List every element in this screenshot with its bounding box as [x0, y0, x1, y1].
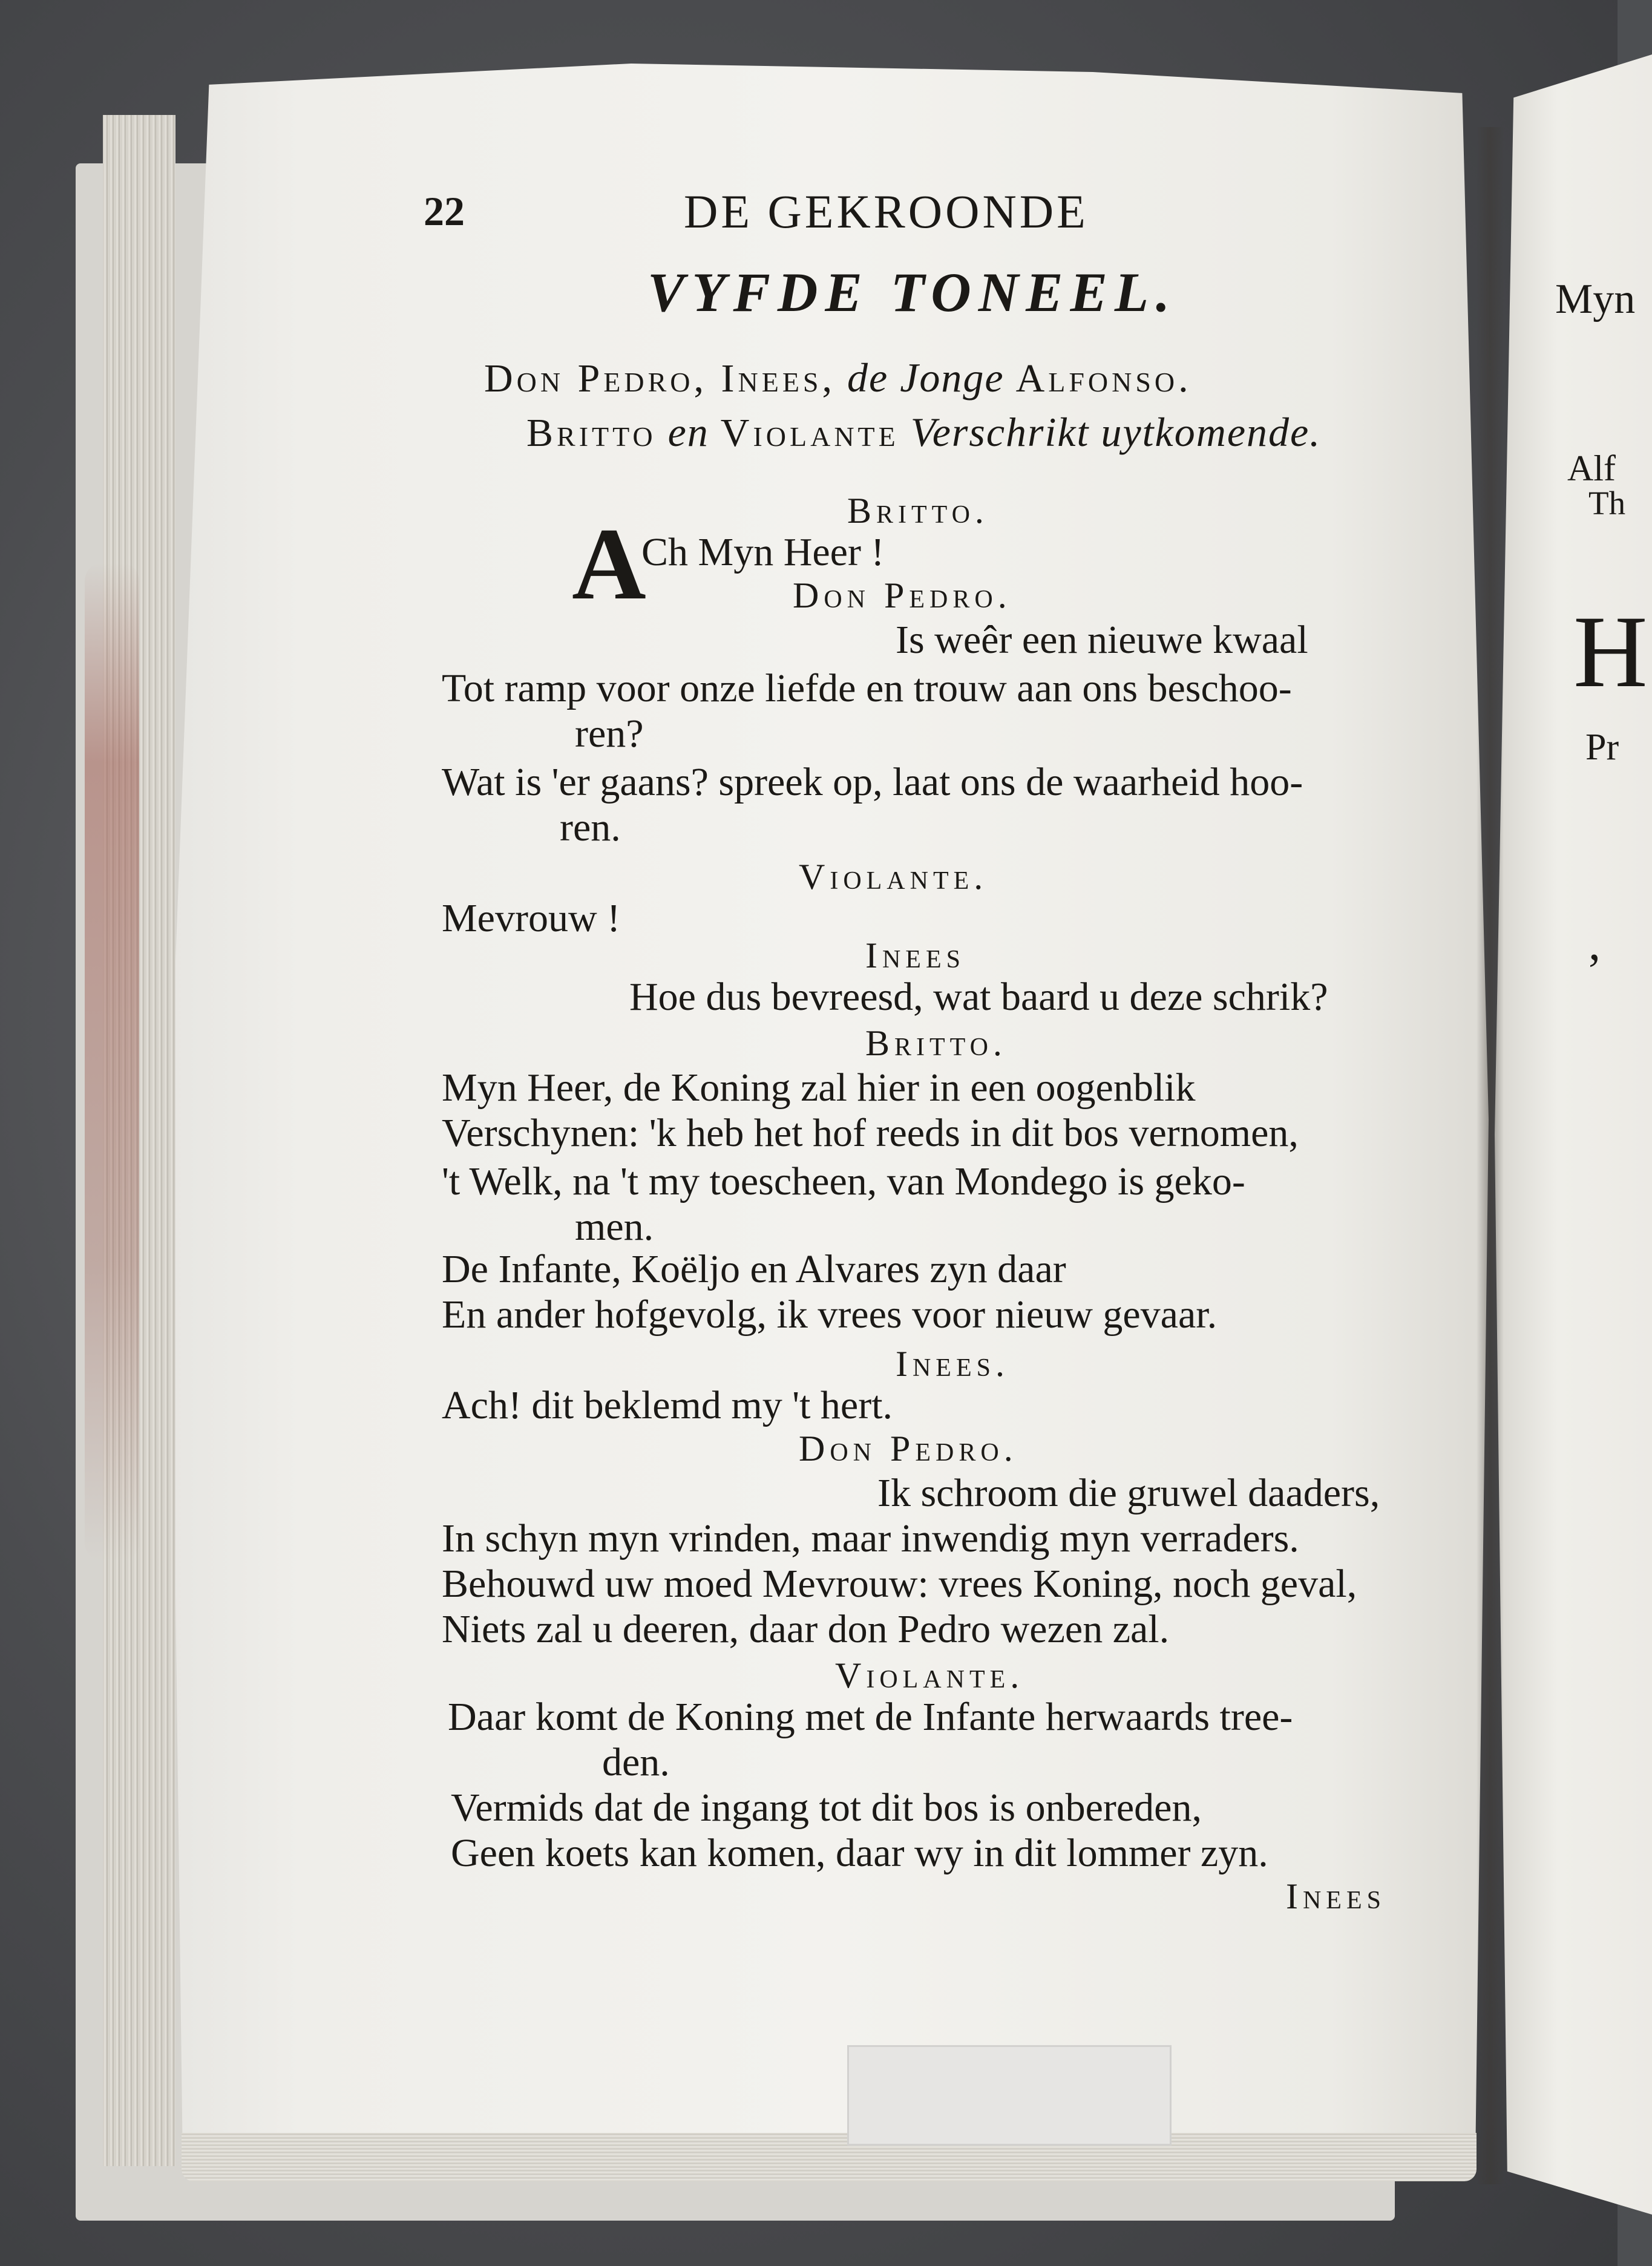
stage-direction: Verschrikt uytkomende. [910, 409, 1322, 455]
dialogue-line: Ch Myn Heer ! [641, 530, 885, 574]
scene-title: VYFDE TONEEL. [647, 261, 1178, 323]
dialogue-line: men. [575, 1205, 654, 1249]
cast-name-britto: Britto [526, 411, 657, 455]
dialogue-line: Myn Heer, de Koning zal hier in een oogenblik [442, 1066, 1196, 1110]
dialogue-line: In schyn myn vrinden, maar inwendig myn verraders. [442, 1516, 1299, 1560]
right-page-text: , [1588, 917, 1601, 971]
dialogue-line: Is weêr een nieuwe kwaal [896, 618, 1308, 662]
running-title: DE GEKROONDE [684, 185, 1089, 238]
speaker-don-pedro: Don Pedro. [793, 575, 1012, 615]
catchword-inees: Inees [1286, 1876, 1386, 1916]
dialogue-line: ren. [560, 805, 621, 850]
dialogue-line: Tot ramp voor onze liefde en trouw aan ons beschoo- [442, 666, 1292, 710]
speaker-violante: Violante. [835, 1655, 1024, 1695]
dialogue-line: Hoe dus bevreesd, wat baard u deze schrik? [629, 975, 1328, 1019]
right-page-text: Alf [1567, 448, 1616, 488]
dialogue-line: Wat is 'er gaans? spreek op, laat ons de waarheid hoo- [442, 760, 1303, 804]
dialogue-line: Daar komt de Koning met de Infante herwaards tree- [448, 1695, 1293, 1739]
right-page-text: Myn [1555, 276, 1636, 323]
cast-name-violante: Violante [720, 411, 899, 455]
right-page-text: Pr [1585, 727, 1619, 768]
dialogue-line: En ander hofgevolg, ik vrees voor nieuw gevaar. [442, 1292, 1218, 1337]
dialogue-line: De Infante, Koëljo en Alvares zyn daar [442, 1247, 1066, 1291]
dialogue-line: Niets zal u deeren, daar don Pedro wezen zal. [442, 1607, 1170, 1651]
dialogue-line: den. [602, 1740, 670, 1784]
dialogue-line: Ik schroom die gruwel daaders, [877, 1471, 1380, 1515]
drop-cap: A [572, 507, 646, 621]
dialogue-line: Behouwd uw moed Mevrouw: vrees Koning, noch geval, [442, 1562, 1357, 1606]
speaker-britto: Britto. [865, 1023, 1007, 1063]
page-number: 22 [424, 188, 465, 234]
bottom-page-edges [182, 2133, 1477, 2181]
foxing-stain [85, 563, 139, 1561]
cast-en: en [667, 409, 709, 455]
cast-names-1: Don Pedro, Inees, [484, 356, 836, 401]
speaker-inees: Inees [865, 935, 965, 975]
right-page-text: Th [1588, 485, 1626, 522]
dialogue-line: ren? [575, 712, 644, 756]
cast-line-1 [484, 354, 1192, 402]
dialogue-line: Mevrouw ! [442, 896, 621, 940]
speaker-don-pedro: Don Pedro. [799, 1429, 1018, 1469]
right-page [1495, 54, 1652, 2215]
dialogue-line: Verschynen: 'k heb het hof reeds in dit bos vernomen, [442, 1111, 1299, 1155]
dialogue-line: 't Welk, na 't my toescheen, van Mondego is geko- [442, 1159, 1245, 1203]
dialogue-line: Geen koets kan komen, daar wy in dit lommer zyn. [451, 1831, 1268, 1875]
right-page-text: H [1573, 595, 1648, 709]
speaker-violante: Violante. [799, 857, 988, 897]
paper-patch [847, 2045, 1172, 2146]
book-gutter [1477, 127, 1504, 2184]
cast-line-2 [526, 408, 1321, 456]
cast-names-1b: Alfonso. [1015, 356, 1192, 401]
speaker-inees: Inees. [896, 1344, 1009, 1384]
cast-italic-1: de Jonge [847, 355, 1005, 401]
dialogue-line: Vermids dat de ingang tot dit bos is onbereden, [451, 1786, 1202, 1830]
speaker-britto: Britto. [847, 491, 989, 531]
dialogue-line: Ach! dit beklemd my 't hert. [442, 1383, 893, 1427]
